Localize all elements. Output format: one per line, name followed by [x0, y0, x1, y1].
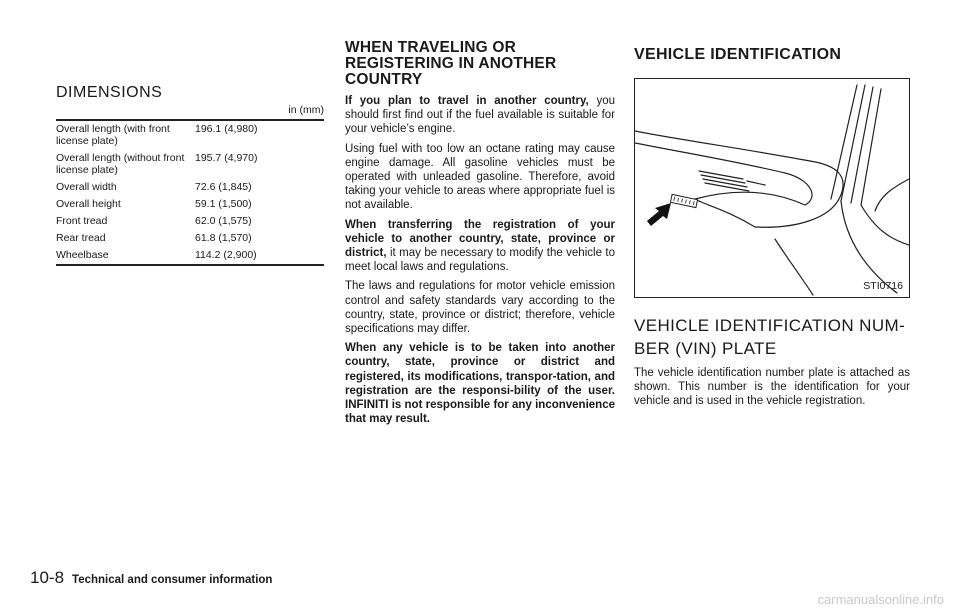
page-number: 10-8 [30, 568, 65, 587]
paragraph-text: you should first find out if the fuel available is suitable for your vehicle’s engine. [345, 95, 615, 136]
watermark: carmanualsonline.info [817, 592, 944, 607]
table-row [56, 179, 324, 196]
paragraph: Using fuel with too low an octane rating may cause engine damage. All gasoline vehicles must be operated with unleaded gasoline. Therefore, avoid taking your vehicle to areas where appropriate fuel is not available. [345, 142, 615, 212]
vehicle-id-section [634, 46, 910, 414]
vin-plate-heading: VEHICLE IDENTIFICATION NUM-BER (VIN) PLATE [634, 316, 906, 358]
row-value: 72.6 (1,845) [195, 181, 252, 193]
traveling-section [345, 40, 615, 431]
table-row [56, 120, 324, 150]
row-label: Overall length (with front license plate) [56, 123, 170, 147]
vin-plate-marker [670, 194, 697, 207]
dimensions-heading: DIMENSIONS [56, 84, 163, 101]
row-value: 59.1 (1,500) [195, 198, 252, 210]
units-label: in (mm) [288, 104, 324, 116]
table-row [56, 196, 324, 213]
row-value: 114.2 (2,900) [195, 249, 257, 261]
vin-plate-figure [634, 78, 910, 298]
paragraph [345, 94, 615, 137]
dimensions-table [56, 119, 324, 266]
row-value: 196.1 (4,980) [195, 123, 258, 135]
row-label: Overall length (without front license plate) [56, 152, 185, 176]
warning-paragraph: When any vehicle is to be taken into another country, state, province or district and registered, its modifications, transpor-tation, and registration are the responsi-bility of the user. INFINITI is not responsible for any inconvenience that may result. [345, 342, 615, 426]
table-row [56, 150, 324, 179]
table-row [56, 230, 324, 247]
row-label: Overall width [56, 181, 117, 193]
table-row [56, 247, 324, 265]
row-label: Overall height [56, 198, 121, 210]
bold-lead: When transferring the registration of your vehicle to another country, state, province or district, [345, 218, 615, 260]
paragraph [345, 218, 615, 275]
dimensions-section [56, 84, 324, 266]
row-value: 195.7 (4,970) [195, 152, 258, 164]
vehicle-id-heading: VEHICLE IDENTIFICATION [634, 46, 842, 63]
paragraph-text: it may be necessary to modify the vehicle to meet local laws and regulations. [345, 247, 615, 274]
row-label: Front tread [56, 215, 108, 227]
row-value: 62.0 (1,575) [195, 215, 252, 227]
vin-plate-illustration [635, 79, 909, 297]
row-label: Rear tread [56, 232, 106, 244]
table-row [56, 213, 324, 230]
row-value: 61.8 (1,570) [195, 232, 252, 244]
bold-lead: If you plan to travel in another country, [345, 95, 589, 107]
figure-code: STI0716 [863, 280, 903, 292]
row-label: Wheelbase [56, 249, 109, 261]
traveling-heading: WHEN TRAVELING OR REGISTERING IN ANOTHER COUNTRY [345, 39, 557, 88]
page-footer [30, 568, 272, 588]
section-title: Technical and consumer information [72, 574, 273, 586]
paragraph: The vehicle identification number plate is attached as shown. This number is the identification for your vehicle and is used in the vehicle registration. [634, 367, 910, 408]
paragraph: The laws and regulations for motor vehicle emission control and safety standards vary according to the country, state, province or district; therefore, vehicle specifications may differ. [345, 280, 615, 336]
